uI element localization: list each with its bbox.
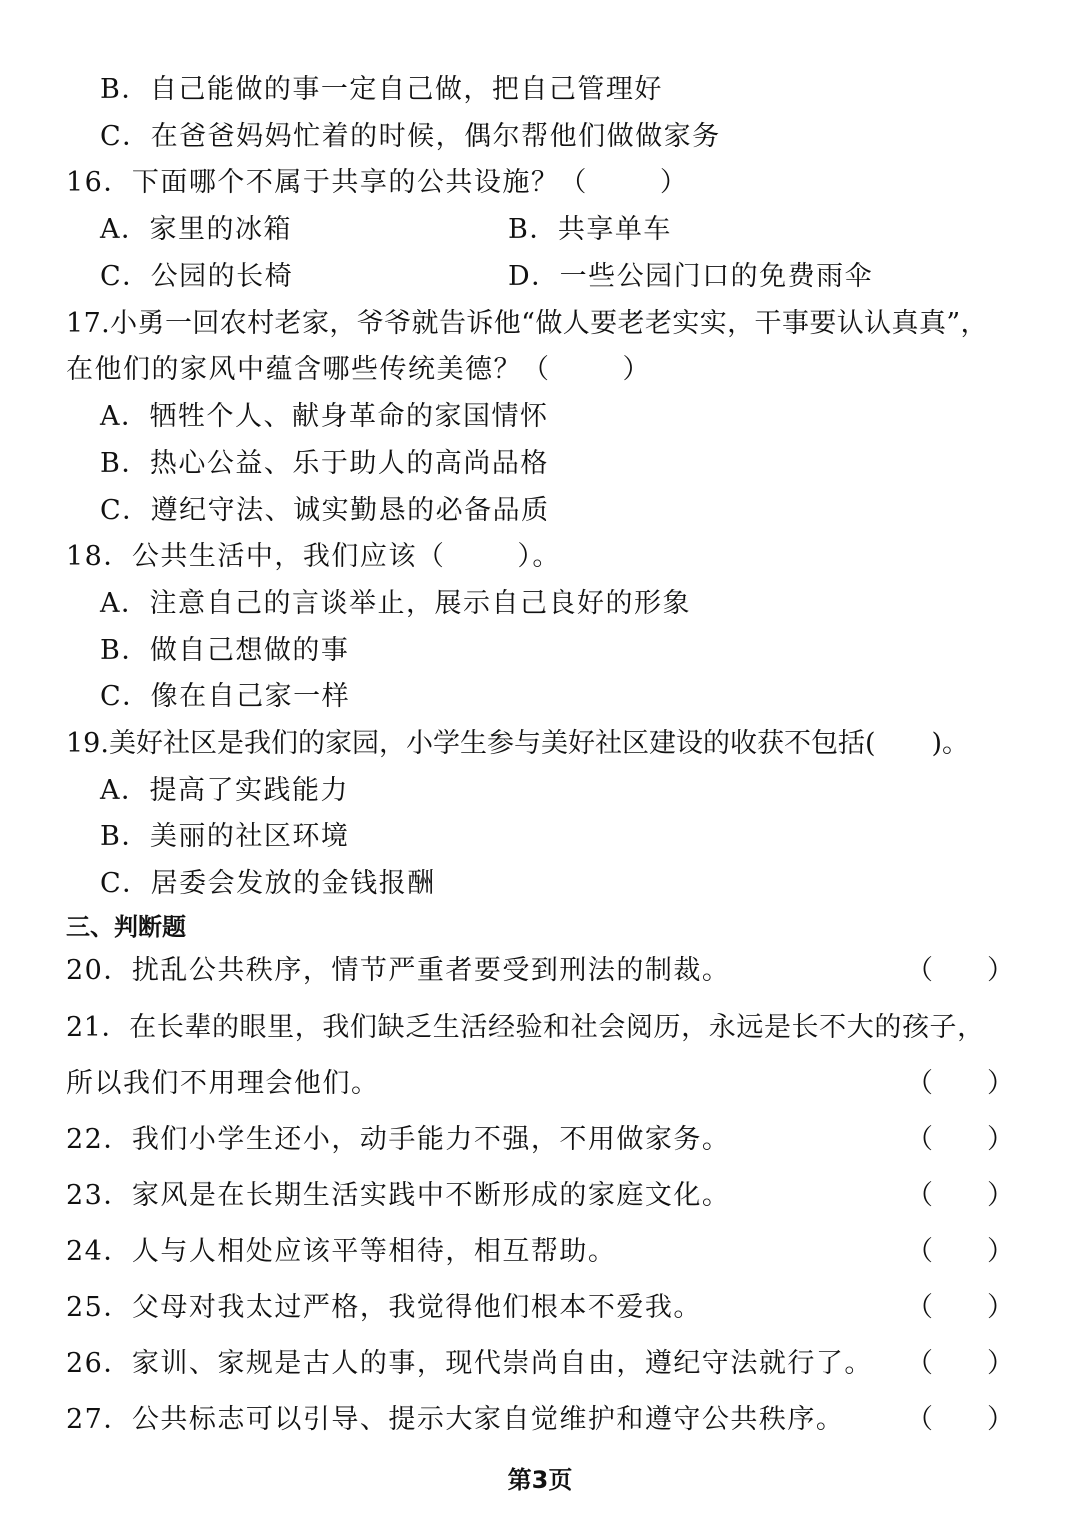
judgment-21: 21．在长辈的眼里，我们缺乏生活经验和社会阅历，永远是长不大的孩子， [66, 1012, 985, 1043]
q17-option-a: A．牺牲个人、献身革命的家国情怀 [100, 401, 549, 432]
q16-option-a: A．家里的冰箱 [100, 214, 292, 245]
q19-option-a: A．提高了实践能力 [100, 775, 349, 806]
page-number: 第3页 [507, 1466, 573, 1494]
q17-stem-text: 在他们的家风中蕴含哪些传统美德？（ [66, 354, 551, 385]
q17-option-b: B．热心公益、乐于助人的高尚品格 [100, 448, 549, 479]
q16-option-b: B．共享单车 [508, 214, 672, 245]
judgment-25: 25．父母对我太过严格，我觉得他们根本不爱我。 [66, 1292, 702, 1323]
q18-option-c: C．像在自己家一样 [100, 681, 351, 712]
q15-option-c: C．在爸爸妈妈忙着的时候，偶尔帮他们做做家务 [100, 121, 721, 152]
q16-stem [66, 166, 688, 200]
answer-paren: （ ） [906, 1236, 1014, 1267]
q17-stem-line2 [66, 353, 651, 387]
q17-stem-end: ） [622, 354, 651, 385]
judgment-23: 23．家风是在长期生活实践中不断形成的家庭文化。 [66, 1180, 731, 1211]
q19-option-b: B．美丽的社区环境 [100, 821, 350, 852]
q19-option-c: C．居委会发放的金钱报酬 [100, 868, 436, 899]
judgment-22: 22．我们小学生还小，动手能力不强，不用做家务。 [66, 1124, 731, 1155]
q19-stem-text: 19.美好社区是我们的家园，小学生参与美好社区建设的收获不包括( [66, 728, 876, 759]
answer-paren: （ ） [906, 1068, 1014, 1099]
q18-option-b: B．做自己想做的事 [100, 635, 350, 666]
q15-option-b: B．自己能做的事一定自己做，把自己管理好 [100, 74, 663, 105]
q17-option-c: C．遵纪守法、诚实勤恳的必备品质 [100, 495, 550, 526]
answer-paren: （ ） [906, 1292, 1014, 1323]
answer-paren: （ ） [906, 1348, 1014, 1379]
q18-option-a: A．注意自己的言谈举止，展示自己良好的形象 [100, 588, 691, 619]
q16-option-c: C．公园的长椅 [100, 261, 294, 292]
q16-stem-text: 16．下面哪个不属于共享的公共设施？（ [66, 167, 588, 198]
q18-stem-text: 18．公共生活中，我们应该（ [66, 541, 446, 572]
q16-stem-end: ） [659, 167, 689, 198]
q16-option-d: D．一些公园门口的免费雨伞 [508, 261, 874, 292]
judgment-21-cont: 所以我们不用理会他们。 [66, 1068, 380, 1099]
answer-paren: （ ） [906, 955, 1014, 986]
judgment-26: 26．家训、家规是古人的事，现代崇尚自由，遵纪守法就行了。 [66, 1348, 873, 1379]
q18-stem [66, 540, 561, 574]
q18-stem-end: ）。 [517, 541, 561, 572]
answer-paren: （ ） [906, 1124, 1014, 1155]
q19-stem [66, 727, 969, 761]
judgment-24: 24．人与人相处应该平等相待，相互帮助。 [66, 1236, 617, 1267]
answer-paren: （ ） [906, 1180, 1014, 1211]
q19-stem-end: )。 [931, 728, 970, 759]
q17-stem-line1: 17.小勇一回农村老家，爷爷就告诉他“做人要老老实实，干事要认认真真”， [66, 308, 988, 339]
judgment-27: 27．公共标志可以引导、提示大家自觉维护和遵守公共秩序。 [66, 1404, 845, 1435]
answer-paren: （ ） [906, 1404, 1014, 1435]
judgment-20: 20．扰乱公共秩序，情节严重者要受到刑法的制裁。 [66, 955, 731, 986]
section-title: 三、判断题 [66, 913, 186, 941]
